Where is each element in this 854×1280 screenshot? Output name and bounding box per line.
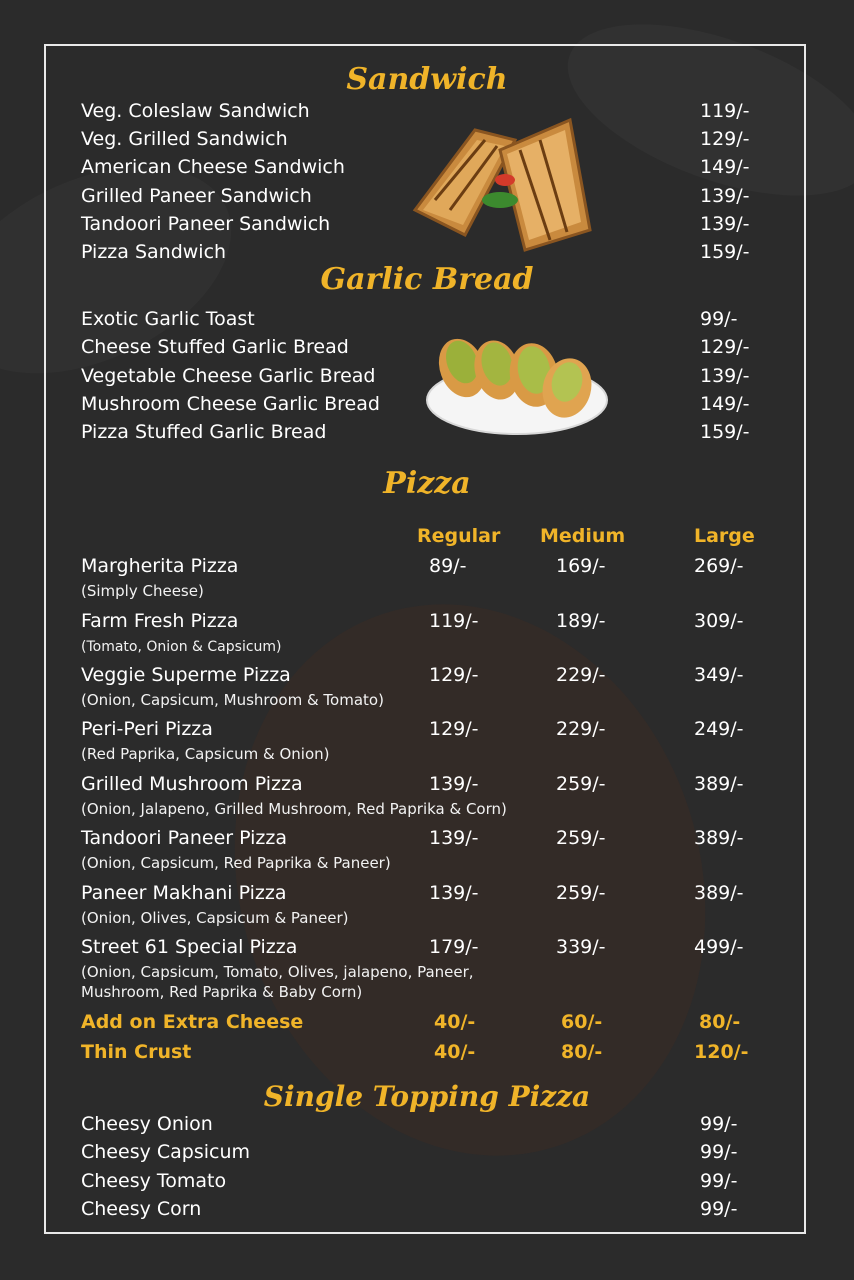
pizza-price-large: 309/- [694, 610, 744, 632]
menu-item-price: 119/- [700, 100, 750, 122]
menu-item-name: Pizza Stuffed Garlic Bread [81, 421, 327, 443]
thin-crust-price-large: 120/- [694, 1041, 749, 1063]
pizza-description: (Onion, Capsicum, Red Paprika & Paneer) [81, 854, 391, 872]
pizza-price-large: 349/- [694, 664, 744, 686]
extra-cheese-price-large: 80/- [699, 1011, 741, 1033]
pizza-name: Farm Fresh Pizza [81, 610, 239, 632]
pizza-name: Tandoori Paneer Pizza [81, 827, 288, 849]
menu-item-price: 159/- [700, 421, 750, 443]
menu-item-price: 129/- [700, 336, 750, 358]
column-header-large: Large [694, 525, 755, 547]
menu-item-name: Cheesy Capsicum [81, 1141, 251, 1163]
menu-item-price: 159/- [700, 241, 750, 263]
pizza-name: Grilled Mushroom Pizza [81, 773, 303, 795]
menu-item-price: 149/- [700, 393, 750, 415]
pizza-price-large: 389/- [694, 827, 744, 849]
column-header-regular: Regular [417, 525, 501, 547]
menu-item-name: Veg. Grilled Sandwich [81, 128, 288, 150]
menu-item-price: 129/- [700, 128, 750, 150]
pizza-price-medium: 229/- [556, 718, 606, 740]
pizza-heading: Pizza [383, 466, 471, 501]
menu-item-name: Vegetable Cheese Garlic Bread [81, 365, 376, 387]
menu-item-name: Veg. Coleslaw Sandwich [81, 100, 310, 122]
menu-item-name: Pizza Sandwich [81, 241, 227, 263]
pizza-price-large: 499/- [694, 936, 744, 958]
pizza-price-medium: 339/- [556, 936, 606, 958]
pizza-price-regular: 129/- [429, 718, 479, 740]
pizza-price-regular: 89/- [429, 555, 467, 577]
sandwich-heading: Sandwich [346, 62, 508, 97]
menu-item-price: 139/- [700, 365, 750, 387]
pizza-price-medium: 259/- [556, 827, 606, 849]
menu-item-price: 99/- [700, 1141, 738, 1163]
pizza-price-large: 249/- [694, 718, 744, 740]
pizza-description: (Onion, Capsicum, Mushroom & Tomato) [81, 691, 384, 709]
pizza-description: (Onion, Jalapeno, Grilled Mushroom, Red Paprika & Corn) [81, 800, 507, 818]
menu-item-name: Tandoori Paneer Sandwich [81, 213, 331, 235]
pizza-price-medium: 169/- [556, 555, 606, 577]
thin-crust-price-regular: 40/- [434, 1041, 476, 1063]
menu-item-name: Cheesy Corn [81, 1198, 202, 1220]
pizza-price-regular: 129/- [429, 664, 479, 686]
menu-item-price: 99/- [700, 1113, 738, 1135]
menu-item-price: 139/- [700, 213, 750, 235]
menu-item-price: 99/- [700, 1198, 738, 1220]
menu-item-name: Cheese Stuffed Garlic Bread [81, 336, 349, 358]
thin-crust-label: Thin Crust [81, 1041, 192, 1063]
pizza-name: Paneer Makhani Pizza [81, 882, 287, 904]
pizza-price-large: 269/- [694, 555, 744, 577]
menu-item-name: American Cheese Sandwich [81, 156, 345, 178]
pizza-description: (Simply Cheese) [81, 582, 204, 600]
pizza-price-regular: 179/- [429, 936, 479, 958]
menu-item-price: 99/- [700, 1170, 738, 1192]
pizza-name: Peri-Peri Pizza [81, 718, 213, 740]
pizza-price-medium: 229/- [556, 664, 606, 686]
pizza-price-large: 389/- [694, 882, 744, 904]
thin-crust-price-medium: 80/- [561, 1041, 603, 1063]
pizza-price-medium: 259/- [556, 882, 606, 904]
pizza-description: (Onion, Capsicum, Tomato, Olives, jalapeno, Paneer, [81, 963, 474, 981]
extra-cheese-price-medium: 60/- [561, 1011, 603, 1033]
menu-item-price: 99/- [700, 308, 738, 330]
menu-item-name: Grilled Paneer Sandwich [81, 185, 312, 207]
menu-item-price: 149/- [700, 156, 750, 178]
pizza-price-large: 389/- [694, 773, 744, 795]
pizza-price-regular: 139/- [429, 882, 479, 904]
pizza-price-medium: 259/- [556, 773, 606, 795]
pizza-price-medium: 189/- [556, 610, 606, 632]
garlic-bread-image [422, 330, 612, 438]
menu-item-name: Cheesy Onion [81, 1113, 213, 1135]
pizza-price-regular: 139/- [429, 773, 479, 795]
pizza-name: Veggie Superme Pizza [81, 664, 291, 686]
single-topping-heading: Single Topping Pizza [263, 1080, 591, 1113]
extra-cheese-price-regular: 40/- [434, 1011, 476, 1033]
pizza-description: Mushroom, Red Paprika & Baby Corn) [81, 983, 363, 1001]
sandwich-image [405, 110, 595, 260]
pizza-price-regular: 119/- [429, 610, 479, 632]
menu-item-name: Mushroom Cheese Garlic Bread [81, 393, 380, 415]
garlic-bread-heading: Garlic Bread [320, 262, 534, 297]
menu-item-price: 139/- [700, 185, 750, 207]
pizza-name: Street 61 Special Pizza [81, 936, 298, 958]
column-header-medium: Medium [540, 525, 626, 547]
pizza-name: Margherita Pizza [81, 555, 239, 577]
pizza-description: (Red Paprika, Capsicum & Onion) [81, 745, 330, 763]
extra-cheese-label: Add on Extra Cheese [81, 1011, 304, 1033]
menu-item-name: Exotic Garlic Toast [81, 308, 255, 330]
pizza-description: (Tomato, Onion & Capsicum) [81, 639, 282, 655]
pizza-price-regular: 139/- [429, 827, 479, 849]
menu-item-name: Cheesy Tomato [81, 1170, 227, 1192]
pizza-description: (Onion, Olives, Capsicum & Paneer) [81, 909, 349, 927]
